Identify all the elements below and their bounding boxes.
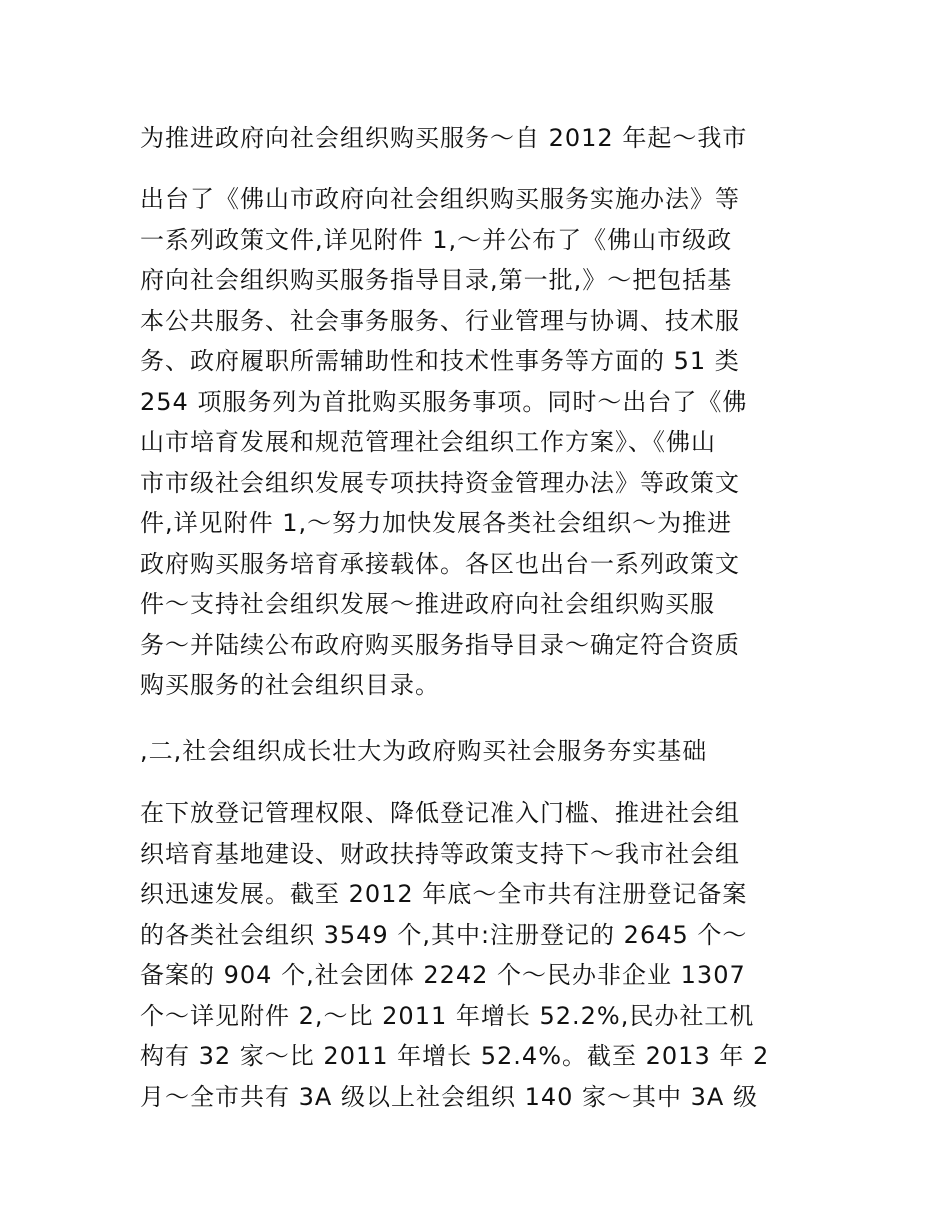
text-line: 织培育基地建设、财政扶持等政策支持下～我市社会组 — [140, 839, 740, 868]
text-line: 254 项服务列为首批购买服务事项。同时～出台了《佛 — [140, 387, 748, 416]
heading-line: ,二,社会组织成长壮大为政府购买社会服务夯实基础 — [140, 737, 708, 765]
text-line: 构有 32 家～比 2011 年增长 52.4%。截至 2013 年 2 — [140, 1042, 770, 1070]
text-line: 府向社会组织购买服务指导目录,第一批,》～把包括基 — [140, 266, 733, 294]
text-line: 的各类社会组织 3549 个,其中:注册登记的 2645 个～ — [140, 920, 748, 949]
text-line: 备案的 904 个,社会团体 2242 个～民办非企业 1307 — [140, 961, 746, 989]
text-line: 购买服务的社会组织目录。 — [140, 671, 440, 699]
text-line: 为推进政府向社会组织购买服务～自 2012 年起～我市 — [140, 124, 748, 152]
section-heading — [140, 731, 810, 772]
text-line: 个～详见附件 2,～比 2011 年增长 52.2%,民办社工机 — [140, 1001, 755, 1030]
text-line: 月～全市共有 3A 级以上社会组织 140 家～其中 3A 级 — [140, 1082, 758, 1111]
text-line: 织迅速发展。截至 2012 年底～全市共有注册登记备案 — [140, 880, 748, 908]
text-line: 务、政府履职所需辅助性和技术性事务等方面的 51 类 — [140, 347, 740, 375]
paragraph-policy — [140, 179, 810, 706]
text-line: 政府购买服务培育承接载体。各区也出台一系列政策文 — [140, 549, 740, 578]
paragraph-intro — [140, 118, 810, 159]
paragraph-growth — [140, 793, 810, 1117]
text-line: 件～支持社会组织发展～推进政府向社会组织购买服 — [140, 590, 715, 618]
text-line: 本公共服务、社会事务服务、行业管理与协调、技术服 — [140, 306, 740, 335]
text-line: 一系列政策文件,详见附件 1,～并公布了《佛山市级政 — [140, 225, 733, 254]
text-line: 出台了《佛山市政府向社会组织购买服务实施办法》等 — [140, 185, 740, 213]
text-line: 市市级社会组织发展专项扶持资金管理办法》等政策文 — [140, 468, 740, 497]
text-line: 件,详见附件 1,～努力加快发展各类社会组织～为推进 — [140, 509, 733, 537]
text-line: 务～并陆续公布政府购买服务指导目录～确定符合资质 — [140, 630, 740, 659]
text-line: 山市培育发展和规范管理社会组织工作方案》、《佛山 — [140, 428, 716, 456]
text-line: 在下放登记管理权限、降低登记准入门槛、推进社会组 — [140, 799, 740, 827]
